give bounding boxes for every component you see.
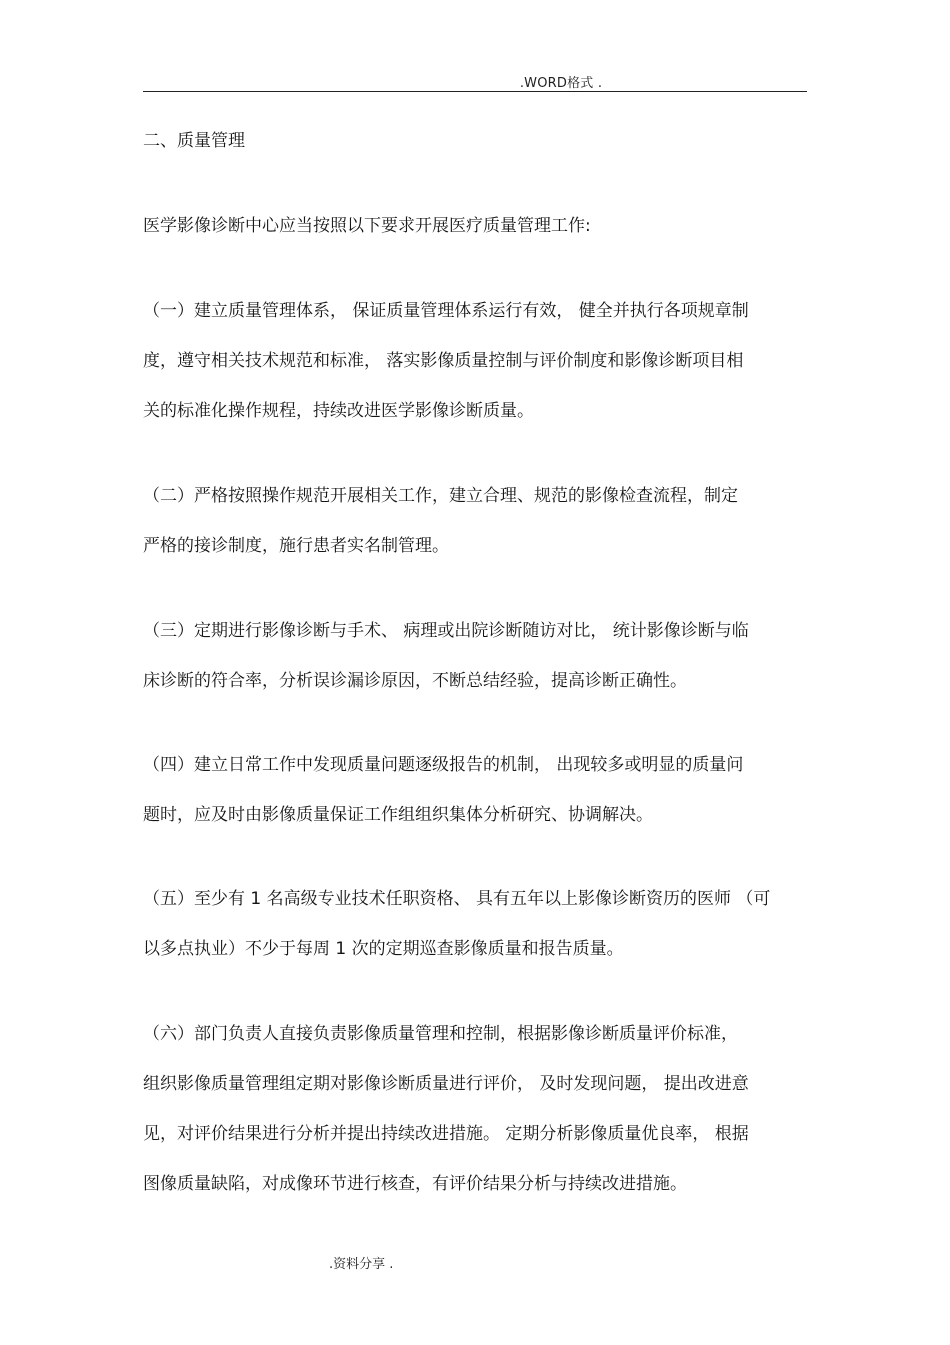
paragraph-line: 见，对评价结果进行分析并提出持续改进措施。 定期分析影像质量优良率， 根据 — [143, 1124, 749, 1144]
header-rule — [143, 91, 807, 92]
paragraph-line: 以多点执业）不少于每周 1 次的定期巡查影像质量和报告质量。 — [143, 939, 624, 959]
paragraph-line: 严格的接诊制度，施行患者实名制管理。 — [143, 536, 449, 556]
paragraph-line: 度，遵守相关技术规范和标准， 落实影像质量控制与评价制度和影像诊断项目相 — [143, 351, 744, 371]
paragraph-line: 图像质量缺陷，对成像环节进行核查，有评价结果分析与持续改进措施。 — [143, 1174, 687, 1194]
page-footer: .资料分享 . — [329, 1257, 394, 1272]
paragraph-line: （四）建立日常工作中发现质量问题逐级报告的机制， 出现较多或明显的质量问 — [143, 755, 744, 775]
paragraph-line: 题时，应及时由影像质量保证工作组组织集体分析研究、协调解决。 — [143, 805, 653, 825]
section-title: 二、质量管理 — [143, 131, 245, 151]
paragraph-line: （一）建立质量管理体系， 保证质量管理体系运行有效， 健全并执行各项规章制 — [143, 301, 749, 321]
paragraph-line: 关的标准化操作规程，持续改进医学影像诊断质量。 — [143, 401, 534, 421]
intro-text: 医学影像诊断中心应当按照以下要求开展医疗质量管理工作: — [143, 216, 591, 236]
paragraph-line: （三）定期进行影像诊断与手术、 病理或出院诊断随访对比， 统计影像诊断与临 — [143, 621, 749, 641]
paragraph-line: （六）部门负责人直接负责影像质量管理和控制，根据影像诊断质量评价标准， — [143, 1024, 738, 1044]
page-header: .WORD格式 . — [519, 76, 603, 91]
paragraph-line: （二）严格按照操作规范开展相关工作，建立合理、规范的影像检查流程，制定 — [143, 486, 738, 506]
paragraph-line: 床诊断的符合率，分析误诊漏诊原因，不断总结经验，提高诊断正确性。 — [143, 671, 687, 691]
paragraph-line: （五）至少有 1 名高级专业技术任职资格、 具有五年以上影像诊断资历的医师 （可 — [143, 889, 771, 909]
paragraph-line: 组织影像质量管理组定期对影像诊断质量进行评价， 及时发现问题， 提出改进意 — [143, 1074, 749, 1094]
